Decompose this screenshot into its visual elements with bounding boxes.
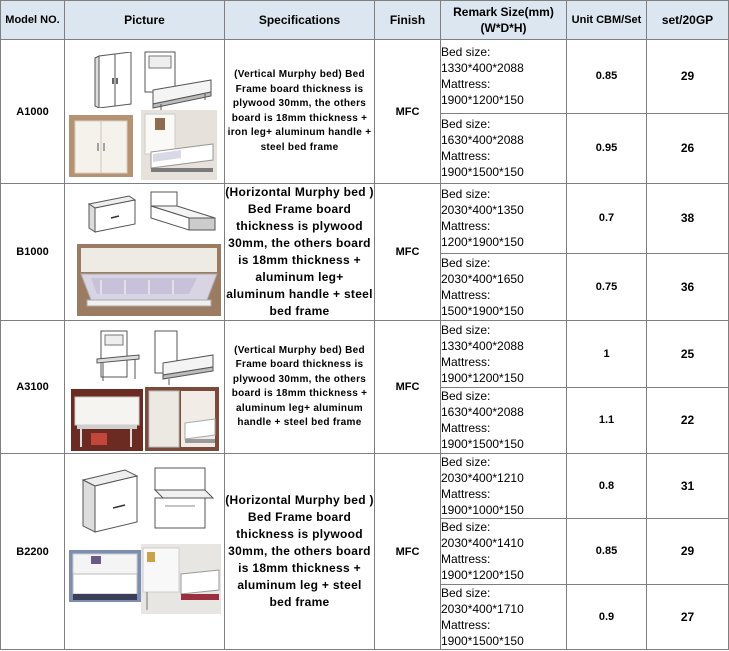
size-cell: Bed size: 2030*400*1210 Mattress: 1900*1000*150 — [441, 454, 567, 519]
horizontal-bed-open-image — [147, 190, 217, 236]
header-remark-size: Remark Size(mm) (W*D*H) — [441, 1, 567, 40]
header-set-20gp: set/20GP — [647, 1, 729, 40]
table-row — [1, 454, 729, 519]
size-cell: Bed size: 2030*400*1650 Mattress: 1500*1900*150 — [441, 253, 567, 320]
size-cell: Bed size: 1630*400*2088 Mattress: 1900*1500*150 — [441, 387, 567, 454]
model-cell: B1000 — [1, 184, 65, 321]
specification-cell: (Vertical Murphy bed) Bed Frame board thickness is plywood 30mm, the others board is 18mm thickness + aluminum leg+ aluminum handle + steel bed frame — [225, 321, 375, 454]
header-picture: Picture — [65, 1, 225, 40]
wardrobe-bed-open-image — [141, 50, 215, 110]
cbm-cell: 1 — [567, 321, 647, 388]
model-cell: A3100 — [1, 321, 65, 454]
product-picture-b2200 — [65, 454, 225, 650]
horizontal-bed-closed-image — [85, 194, 137, 234]
horizontal-desk-bed-open-image — [151, 466, 217, 536]
size-cell: Bed size: 2030*400*1410 Mattress: 1900*1200*150 — [441, 519, 567, 584]
size-cell: Bed size: 1330*400*2088 Mattress: 1900*1200*150 — [441, 321, 567, 388]
header-specifications: Specifications — [225, 1, 375, 40]
horizontal-bed-photo-image — [77, 244, 221, 316]
set-cell: 27 — [647, 584, 729, 649]
header-unit-cbm: Unit CBM/Set — [567, 1, 647, 40]
bed-room-photo-image — [141, 110, 217, 180]
horizontal-desk-bed-closed-image — [79, 468, 141, 538]
cbm-cell: 0.7 — [567, 184, 647, 254]
size-cell: Bed size: 2030*400*1710 Mattress: 1900*1500*150 — [441, 584, 567, 649]
set-cell: 31 — [647, 454, 729, 519]
finish-cell: MFC — [375, 184, 441, 321]
header-model: Model NO. — [1, 1, 65, 40]
cbm-cell: 0.85 — [567, 519, 647, 584]
set-cell: 26 — [647, 113, 729, 184]
cbm-cell: 0.75 — [567, 253, 647, 320]
set-cell: 36 — [647, 253, 729, 320]
cbm-cell: 0.8 — [567, 454, 647, 519]
model-cell: B2200 — [1, 454, 65, 650]
desk-bed-open-image — [151, 329, 217, 385]
header-row — [1, 1, 729, 40]
table-row — [1, 321, 729, 388]
cbm-cell: 0.85 — [567, 40, 647, 114]
cbm-cell: 0.95 — [567, 113, 647, 184]
cbm-cell: 1.1 — [567, 387, 647, 454]
wardrobe-photo-image — [69, 115, 133, 177]
set-cell: 29 — [647, 40, 729, 114]
set-cell: 22 — [647, 387, 729, 454]
header-finish: Finish — [375, 1, 441, 40]
table-row — [1, 184, 729, 254]
finish-cell: MFC — [375, 454, 441, 650]
desk-bed-room-photo-image — [141, 544, 221, 614]
specification-cell: (Vertical Murphy bed) Bed Frame board thickness is plywood 30mm, the others board is 18mm thickness + iron leg+ aluminum handle + steel bed frame — [225, 40, 375, 184]
cbm-cell: 0.9 — [567, 584, 647, 649]
set-cell: 29 — [647, 519, 729, 584]
table-row — [1, 40, 729, 114]
specification-cell: (Horizontal Murphy bed ) Bed Frame board thickness is plywood 30mm, the others board is 18mm thickness + aluminum leg + steel bed frame — [225, 454, 375, 650]
size-cell: Bed size: 1330*400*2088 Mattress: 1900*1200*150 — [441, 40, 567, 114]
specification-cell: (Horizontal Murphy bed ) Bed Frame board thickness is plywood 30mm, the others board is 18mm thickness + aluminum leg+ aluminum handle + steel bed frame — [225, 184, 375, 321]
product-picture-b1000 — [65, 184, 225, 321]
set-cell: 25 — [647, 321, 729, 388]
model-cell: A1000 — [1, 40, 65, 184]
size-cell: Bed size: 2030*400*1350 Mattress: 1200*1900*150 — [441, 184, 567, 254]
living-room-photo-image — [69, 550, 141, 602]
wardrobe-bed-closed-image — [93, 52, 137, 108]
set-cell: 38 — [647, 184, 729, 254]
finish-cell: MFC — [375, 321, 441, 454]
product-picture-a1000 — [65, 40, 225, 184]
desk-bed-photo-image — [71, 389, 143, 451]
product-picture-a3100 — [65, 321, 225, 454]
finish-cell: MFC — [375, 40, 441, 184]
size-cell: Bed size: 1630*400*2088 Mattress: 1900*1500*150 — [441, 113, 567, 184]
desk-bed-closed-image — [95, 329, 141, 385]
bedroom-photo-image — [145, 387, 219, 451]
